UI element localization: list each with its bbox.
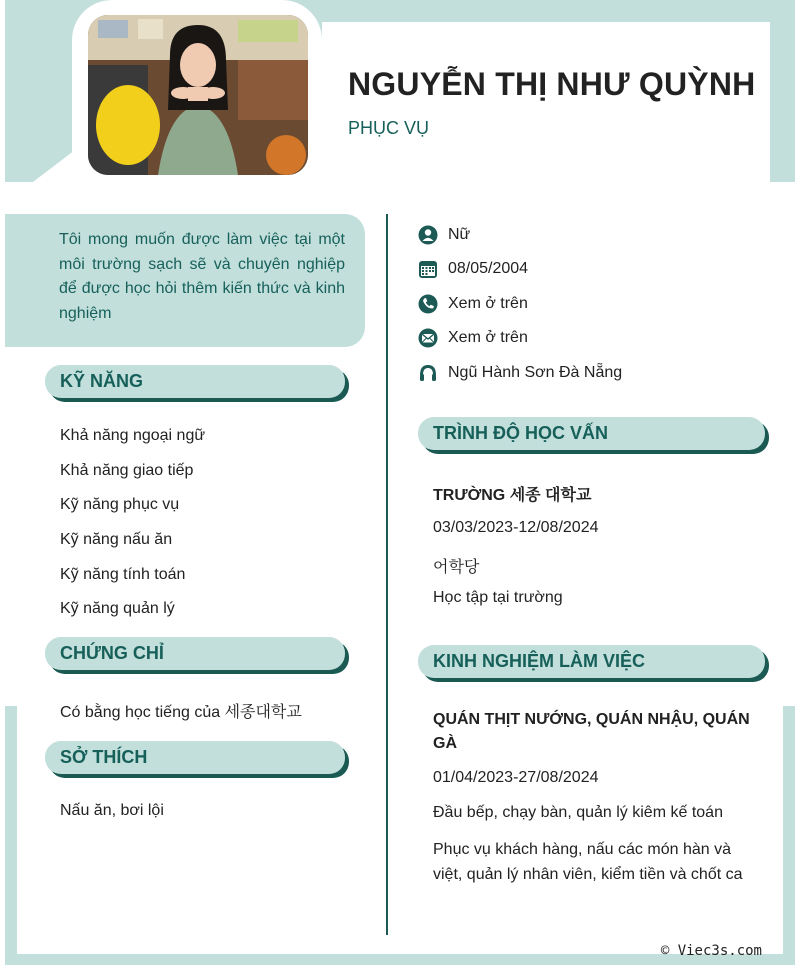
calendar-icon (418, 259, 438, 279)
school-name: TRƯỜNG 세종 대학교 (433, 487, 592, 504)
job-title: PHỤC VỤ (348, 118, 430, 138)
gender-value: Nữ (448, 226, 471, 243)
certificates-heading: CHỨNG CHỈ (45, 637, 345, 670)
column-divider (386, 214, 388, 935)
education-heading: TRÌNH ĐỘ HỌC VẤN (418, 417, 765, 450)
skill-item: Kỹ năng tính toán (60, 566, 186, 583)
envelope-icon (418, 328, 438, 348)
user-icon (418, 225, 438, 245)
experience-period: 01/04/2023-27/08/2024 (433, 769, 599, 786)
contact-birthdate (418, 258, 528, 280)
hobbies-heading: SỞ THÍCH (45, 741, 345, 774)
profile-photo (88, 15, 308, 175)
skill-item: Khả năng ngoại ngữ (60, 427, 206, 444)
phone-icon (418, 294, 438, 314)
experience-description: Phục vụ khách hàng, nấu các món hàn và việt, quản lý nhân viên, kiểm tiền và chốt ca (433, 841, 743, 883)
education-description: Học tập tại trường (433, 589, 563, 606)
company-name: QUÁN THỊT NƯỚNG, QUÁN NHẬU, QUÁN GÀ (433, 711, 750, 752)
career-objective: Tôi mong muốn được làm việc tại một môi trường sạch sẽ và chuyên nghiệp để được học hỏi thêm kiến thức và kinh nghiệm (59, 231, 345, 322)
candidate-name: NGUYỄN THỊ NHƯ QUỲNH (348, 66, 756, 102)
skill-item: Kỹ năng nấu ăn (60, 531, 173, 548)
email-value: Xem ở trên (448, 329, 528, 346)
frame-right (783, 706, 795, 956)
phone-value: Xem ở trên (448, 295, 528, 312)
education-period: 03/03/2023-12/08/2024 (433, 519, 599, 536)
contact-gender (418, 224, 470, 246)
contact-email (418, 327, 528, 349)
skill-item: Kỹ năng quản lý (60, 600, 175, 617)
location-icon (418, 363, 438, 383)
skills-heading: KỸ NĂNG (45, 365, 345, 398)
birthdate-value: 08/05/2004 (448, 260, 529, 277)
frame-left (5, 706, 17, 956)
certificate-item: Có bằng học tiếng của 세종대학교 (60, 704, 302, 721)
contact-address (418, 362, 622, 384)
contact-phone (418, 293, 528, 315)
experience-position: Đầu bếp, chạy bàn, quản lý kiêm kế toán (433, 804, 723, 821)
watermark: © Viec3s.com (660, 943, 762, 959)
hobby-item: Nấu ăn, bơi lội (60, 802, 164, 819)
address-value: Ngũ Hành Sơn Đà Nẵng (448, 364, 623, 381)
experience-heading: KINH NGHIỆM LÀM VIỆC (418, 645, 765, 678)
skill-item: Kỹ năng phục vụ (60, 496, 180, 513)
education-major: 어학당 (433, 559, 480, 576)
skill-item: Khả năng giao tiếp (60, 462, 194, 479)
